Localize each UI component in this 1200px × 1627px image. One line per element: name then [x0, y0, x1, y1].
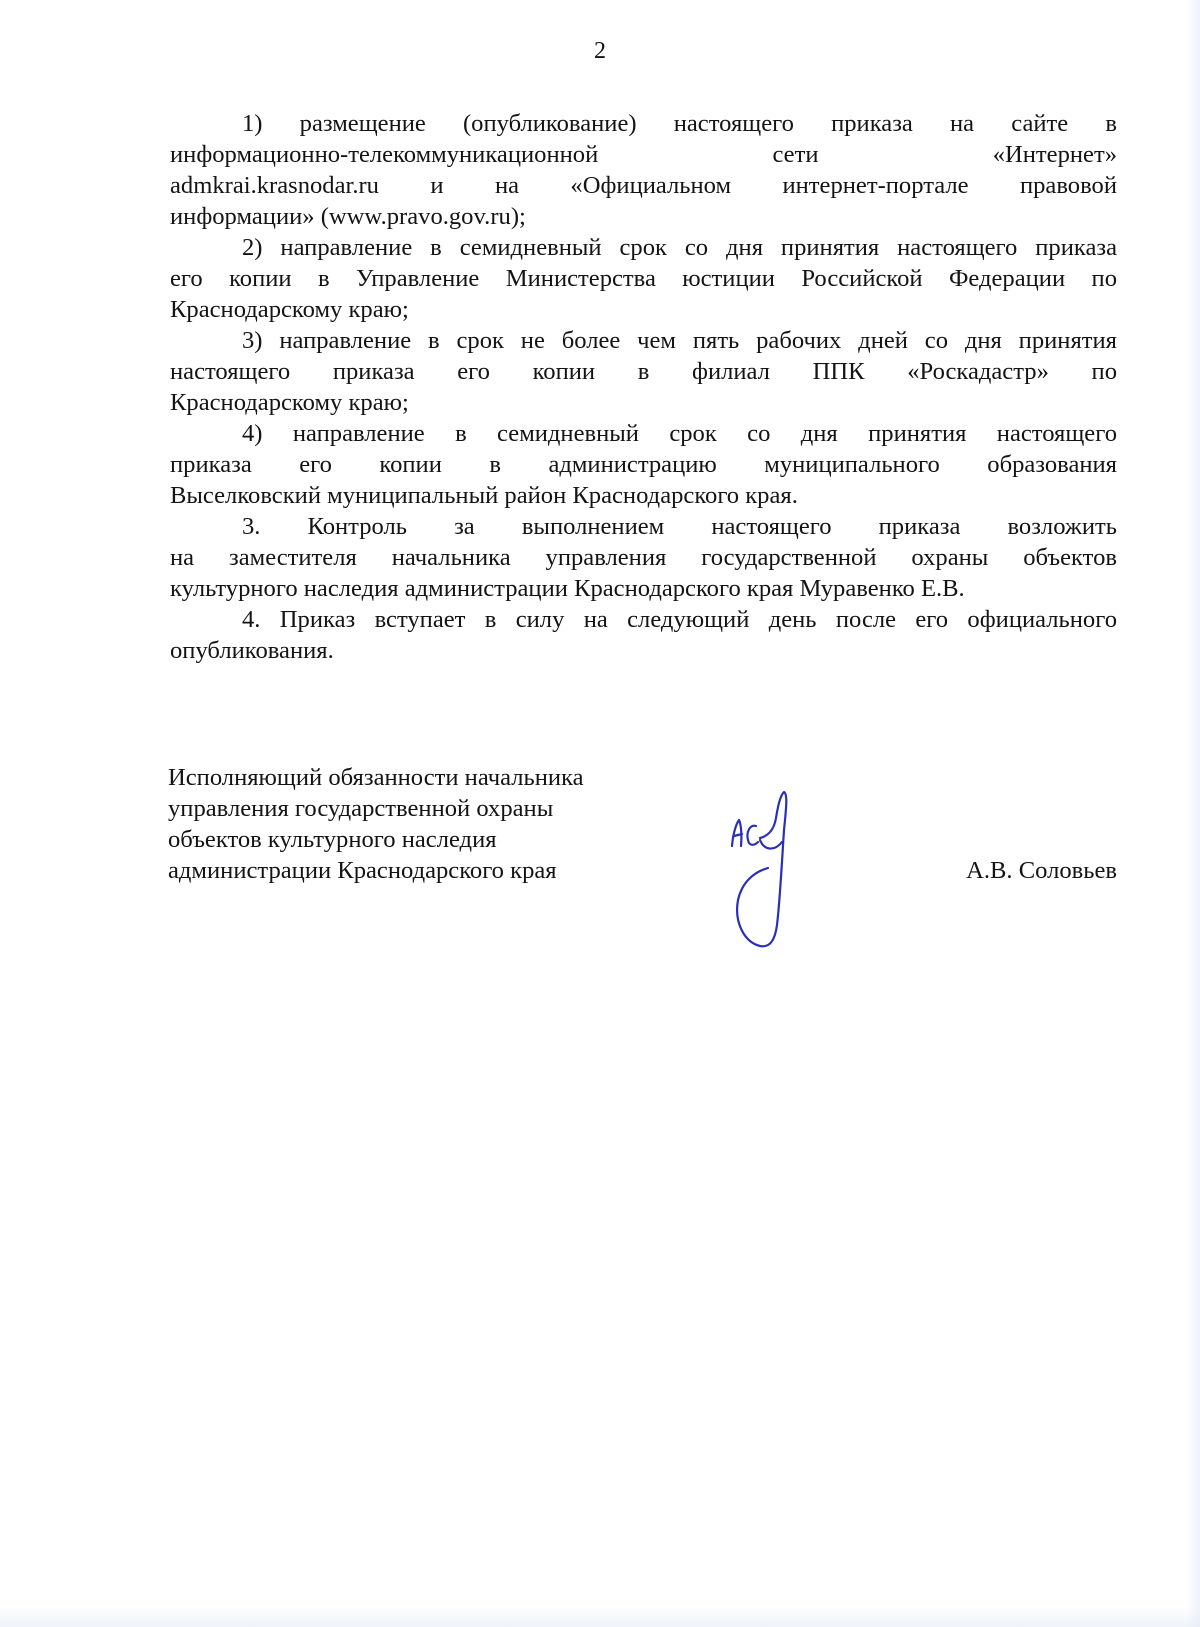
text-line: Краснодарскому краю;: [170, 389, 409, 416]
signatory-position: [168, 762, 688, 886]
page-number: 2: [594, 38, 606, 64]
text-line: на заместителя начальника управления государственной охраны объектов: [170, 544, 1117, 571]
position-line: объектов культурного наследия: [168, 826, 497, 853]
text-line: настоящего приказа его копии в филиал ППК «Роскадастр» по: [170, 358, 1117, 385]
text-line: admkrai.krasnodar.ru и на «Официальном интернет-портале правовой: [170, 172, 1117, 199]
text-line: приказа его копии в администрацию муниципального образования: [170, 451, 1117, 478]
position-line: Исполняющий обязанности начальника: [168, 764, 584, 791]
paragraph-entry-into-force: [170, 604, 1117, 666]
text-line: 4. Приказ вступает в силу на следующий день после его официального: [242, 606, 1117, 633]
position-line: управления государственной охраны: [168, 795, 554, 822]
text-line: 2) направление в семидневный срок со дня принятия настоящего приказа: [242, 234, 1117, 261]
paragraph-publication: [170, 108, 1117, 232]
document-body: [170, 108, 1117, 666]
scan-edge-shading: [1186, 0, 1200, 1627]
paragraph-roskadastr: [170, 325, 1117, 418]
paragraph-ministry-of-justice: [170, 232, 1117, 325]
text-line: информации» (www.pravo.gov.ru);: [170, 203, 526, 230]
text-line: 3. Контроль за выполнением настоящего приказа возложить: [242, 513, 1117, 540]
text-line: 3) направление в срок не более чем пять рабочих дней со дня принятия: [242, 327, 1117, 354]
paragraph-control: [170, 511, 1117, 604]
text-line: Краснодарскому краю;: [170, 296, 409, 323]
text-line: Выселковский муниципальный район Краснодарского края.: [170, 482, 798, 509]
text-line: опубликования.: [170, 637, 334, 664]
position-line: администрации Краснодарского края: [168, 857, 557, 884]
text-line: информационно-телекоммуникационной сети «Интернет»: [170, 141, 1117, 168]
text-line: 4) направление в семидневный срок со дня принятия настоящего: [242, 420, 1117, 447]
scan-edge-shading: [0, 1607, 1200, 1627]
paragraph-municipal-administration: [170, 418, 1117, 511]
handwritten-signature: [730, 790, 830, 950]
text-line: культурного наследия администрации Краснодарского края Муравенко Е.В.: [170, 575, 965, 602]
signatory-name: А.В. Соловьев: [966, 857, 1117, 884]
text-line: его копии в Управление Министерства юстиции Российской Федерации по: [170, 265, 1117, 292]
text-line: 1) размещение (опубликование) настоящего приказа на сайте в: [242, 110, 1117, 137]
